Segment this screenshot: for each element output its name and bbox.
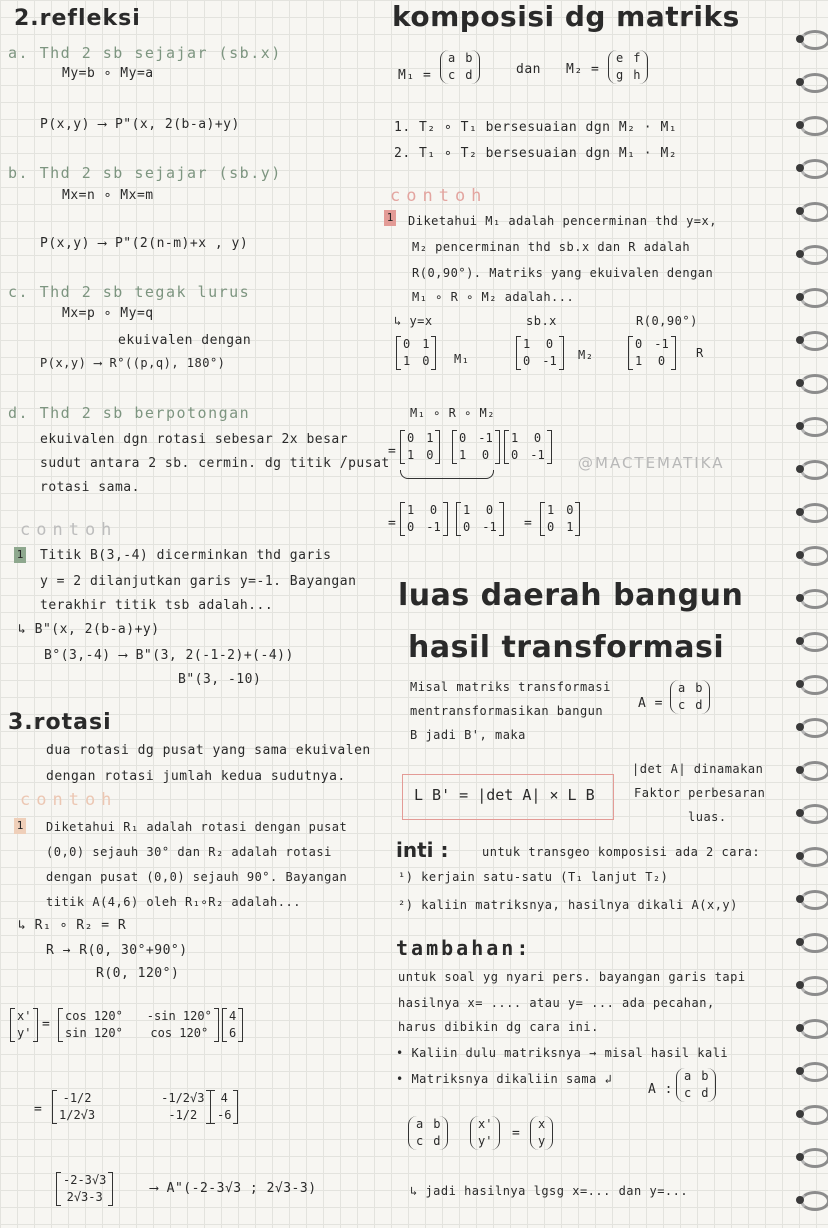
- rotasi-title: 3.rotasi: [8, 710, 112, 735]
- refleksi-c-eq2: ekuivalen dengan: [118, 333, 252, 348]
- komposisi-rule-1: 1. T₂ ∘ T₁ bersesuaian dgn M₂ · M₁: [394, 120, 678, 135]
- example3-label-r: R(0,90°): [636, 314, 698, 328]
- spiral-ring: [796, 804, 824, 822]
- spiral-ring: [796, 331, 824, 349]
- inti-line2: ²) kaliin matriksnya, hasilnya dikali A(x,y): [398, 898, 738, 912]
- refleksi-title: 2.refleksi: [14, 6, 141, 31]
- refleksi-c-eq3: P(x,y) ⟶ R°((p,q), 180°): [40, 356, 226, 370]
- refleksi-c-title: c. Thd 2 sb tegak lurus: [8, 283, 251, 301]
- det-line3: luas.: [688, 810, 727, 824]
- spiral-ring: [796, 1105, 824, 1123]
- contoh-label-3: contoh: [390, 186, 488, 206]
- r-tag: R: [696, 346, 704, 360]
- example1-line3: terakhir titik tsb adalah...: [40, 598, 274, 613]
- matrix-a-2: a b c d: [676, 1068, 716, 1102]
- equals-sign-4: =: [388, 516, 397, 531]
- example1-line4: ↳ B"(x, 2(b-a)+y): [18, 622, 160, 637]
- example1-line1: Titik B(3,-4) dicerminkan thd garis: [40, 548, 332, 563]
- matrix-rotation-120: cos 120° -sin 120° sin 120° cos 120°: [58, 1008, 219, 1042]
- example3-line2: M₂ pencerminan thd sb.x dan R adalah: [412, 240, 691, 254]
- refleksi-a-eq2: P(x,y) ⟶ P"(x, 2(b-a)+y): [40, 117, 240, 132]
- det-line1: |det A| dinamakan: [632, 762, 764, 776]
- m1-label: M₁ =: [398, 68, 432, 83]
- tambahan-line5: • Matriksnya dikaliin sama ↲: [396, 1072, 613, 1086]
- example2-line1: Diketahui R₁ adalah rotasi dengan pusat: [46, 820, 348, 834]
- spiral-ring: [796, 460, 824, 478]
- spiral-ring: [796, 546, 824, 564]
- refleksi-d-title: d. Thd 2 sb berpotongan: [8, 404, 251, 422]
- example3-label-sbx: sb.x: [526, 314, 557, 328]
- matrix-rotation-values: -1/2 -1/2√3 1/2√3 -1/2: [52, 1090, 211, 1124]
- m2-tag: M₂: [578, 348, 594, 362]
- matrix-product-2: 0 -1 1 0: [452, 430, 500, 464]
- inti-line1: ¹) kerjain satu-satu (T₁ lanjut T₂): [398, 870, 669, 884]
- example2-line5: ↳ R₁ ∘ R₂ = R: [18, 918, 127, 933]
- spiral-ring: [796, 1019, 824, 1037]
- a-label-2: A :: [648, 1082, 673, 1097]
- matrix-r-90: 0 -1 1 0: [628, 336, 676, 370]
- tambahan-line3: harus dibikin dg cara ini.: [398, 1020, 599, 1034]
- example1-line6: B"(3, -10): [178, 672, 262, 687]
- equals-sign-5: =: [524, 516, 533, 531]
- refleksi-d-line1: ekuivalen dgn rotasi sebesar 2x besar: [40, 432, 349, 447]
- m1-tag: M₁: [454, 352, 470, 366]
- dan-label: dan: [516, 62, 541, 77]
- example2-line6: R → R(0, 30°+90°): [46, 943, 188, 958]
- spiral-ring: [796, 288, 824, 306]
- spiral-ring: [796, 159, 824, 177]
- matrix-m1-yx: 0 1 1 0: [396, 336, 436, 370]
- spiral-ring: [796, 73, 824, 91]
- contoh-label-2: contoh: [20, 790, 118, 810]
- spiral-ring: [796, 1148, 824, 1166]
- example-number-2: 1: [14, 818, 26, 834]
- spiral-ring: [796, 761, 824, 779]
- example2-line7: R(0, 120°): [96, 966, 180, 981]
- matrix-xy: x y: [530, 1116, 553, 1150]
- refleksi-b-eq1: Mx=n ∘ Mx=m: [62, 188, 154, 203]
- matrix-m1: a b c d: [440, 50, 480, 84]
- matrix-m2-sbx: 1 0 0 -1: [516, 336, 564, 370]
- refleksi-a-eq1: My=b ∘ My=a: [62, 66, 154, 81]
- matrix-m2: e f g h: [608, 50, 648, 84]
- komposisi-rule-2: 2. T₁ ∘ T₂ bersesuaian dgn M₁ · M₂: [394, 146, 678, 161]
- refleksi-b-eq2: P(x,y) ⟶ P"(2(n-m)+x , y): [40, 236, 249, 251]
- tambahan-title: tambahan:: [396, 936, 532, 960]
- matrix-product-3: 1 0 0 -1: [504, 430, 552, 464]
- underbrace: [400, 470, 494, 479]
- example3-line1: Diketahui M₁ adalah pencerminan thd y=x,: [408, 214, 717, 228]
- equals-sign-2: =: [34, 1102, 43, 1117]
- luas-line2: mentransformasikan bangun: [410, 704, 604, 718]
- example3-label-yx: ↳ y=x: [394, 314, 433, 328]
- matrix-point-4-6b: 4 -6: [210, 1090, 238, 1124]
- watermark: @MACTEMATIKA: [578, 454, 725, 472]
- matrix-xy-prime: x' y': [10, 1008, 38, 1042]
- refleksi-c-eq1: Mx=p ∘ My=q: [62, 306, 154, 321]
- matrix-identity: 1 0 0 1: [540, 502, 580, 536]
- spiral-ring: [796, 374, 824, 392]
- example3-composition: M₁ ∘ R ∘ M₂: [410, 406, 495, 420]
- matrix-point-4-6: 4 6: [222, 1008, 243, 1042]
- tambahan-line1: untuk soal yg nyari pers. bayangan garis tapi: [398, 970, 746, 984]
- example1-line5: B°(3,-4) ⟶ B"(3, 2(-1-2)+(-4)): [44, 648, 294, 663]
- spiral-ring: [796, 1191, 824, 1209]
- example-number-1: 1: [14, 547, 26, 563]
- luas-formula: L B' = |det A| × L B: [414, 786, 595, 804]
- refleksi-d-line3: rotasi sama.: [40, 480, 140, 495]
- spiral-ring: [796, 589, 824, 607]
- rotasi-line2: dengan rotasi jumlah kedua sudutnya.: [46, 769, 346, 784]
- inti-line0: untuk transgeo komposisi ada 2 cara:: [482, 845, 761, 859]
- spiral-ring: [796, 890, 824, 908]
- refleksi-a-title: a. Thd 2 sb sejajar (sb.x): [8, 44, 282, 62]
- spiral-ring: [796, 718, 824, 736]
- tambahan-line4: • Kaliin dulu matriksnya → misal hasil kali: [396, 1046, 729, 1060]
- example2-line4: titik A(4,6) oleh R₁∘R₂ adalah...: [46, 895, 301, 909]
- matrix-xy-prime-2: x' y': [470, 1116, 500, 1150]
- rotasi-line1: dua rotasi dg pusat yang sama ekuivalen: [46, 743, 371, 758]
- det-line2: Faktor perbesaran: [634, 786, 766, 800]
- matrix-a: a b c d: [670, 680, 710, 714]
- matrix-result: -2-3√3 2√3-3: [56, 1172, 113, 1206]
- spiral-ring: [796, 503, 824, 521]
- spiral-ring: [796, 245, 824, 263]
- example1-line2: y = 2 dilanjutkan garis y=-1. Bayangan: [40, 574, 357, 589]
- spiral-ring: [796, 933, 824, 951]
- refleksi-b-title: b. Thd 2 sb sejajar (sb.y): [8, 164, 282, 182]
- tambahan-line2: hasilnya x= .... atau y= ... ada pecahan,: [398, 996, 715, 1010]
- luas-title-line2: hasil transformasi: [408, 630, 725, 665]
- contoh-label-1: contoh: [20, 520, 118, 540]
- luas-title-line1: luas daerah bangun: [398, 578, 744, 613]
- spiral-ring: [796, 976, 824, 994]
- equals-sign-6: =: [512, 1126, 521, 1141]
- example3-line4: M₁ ∘ R ∘ M₂ adalah...: [412, 290, 575, 304]
- spiral-ring: [796, 202, 824, 220]
- matrix-product-1: 0 1 1 0: [400, 430, 440, 464]
- example3-line3: R(0,90°). Matriks yang ekuivalen dengan: [412, 266, 714, 280]
- example-number-3: 1: [384, 210, 396, 226]
- example2-line3: dengan pusat (0,0) sejauh 90°. Bayangan: [46, 870, 348, 884]
- spiral-ring: [796, 1062, 824, 1080]
- spiral-ring: [796, 632, 824, 650]
- equals-sign-3: =: [388, 444, 397, 459]
- m2-label: M₂ =: [566, 62, 600, 77]
- spiral-ring: [796, 847, 824, 865]
- luas-line3: B jadi B', maka: [410, 728, 526, 742]
- example2-final: ⟶ A"(-2-3√3 ; 2√3-3): [150, 1181, 317, 1196]
- matrix-abcd: a b c d: [408, 1116, 448, 1150]
- matrix-product-4: 1 0 0 -1: [400, 502, 448, 536]
- equals-sign: =: [42, 1017, 51, 1032]
- a-label: A =: [638, 696, 663, 711]
- luas-line1: Misal matriks transformasi: [410, 680, 611, 694]
- refleksi-d-line2: sudut antara 2 sb. cermin. dg titik /pusat: [40, 456, 390, 471]
- spiral-ring: [796, 30, 824, 48]
- spiral-ring: [796, 116, 824, 134]
- inti-title: inti :: [396, 838, 449, 862]
- matrix-product-5: 1 0 0 -1: [456, 502, 504, 536]
- spiral-ring: [796, 417, 824, 435]
- spiral-ring: [796, 675, 824, 693]
- tambahan-final: ↳ jadi hasilnya lgsg x=... dan y=...: [410, 1184, 689, 1198]
- example2-line2: (0,0) sejauh 30° dan R₂ adalah rotasi: [46, 845, 332, 859]
- komposisi-title: komposisi dg matriks: [392, 0, 740, 33]
